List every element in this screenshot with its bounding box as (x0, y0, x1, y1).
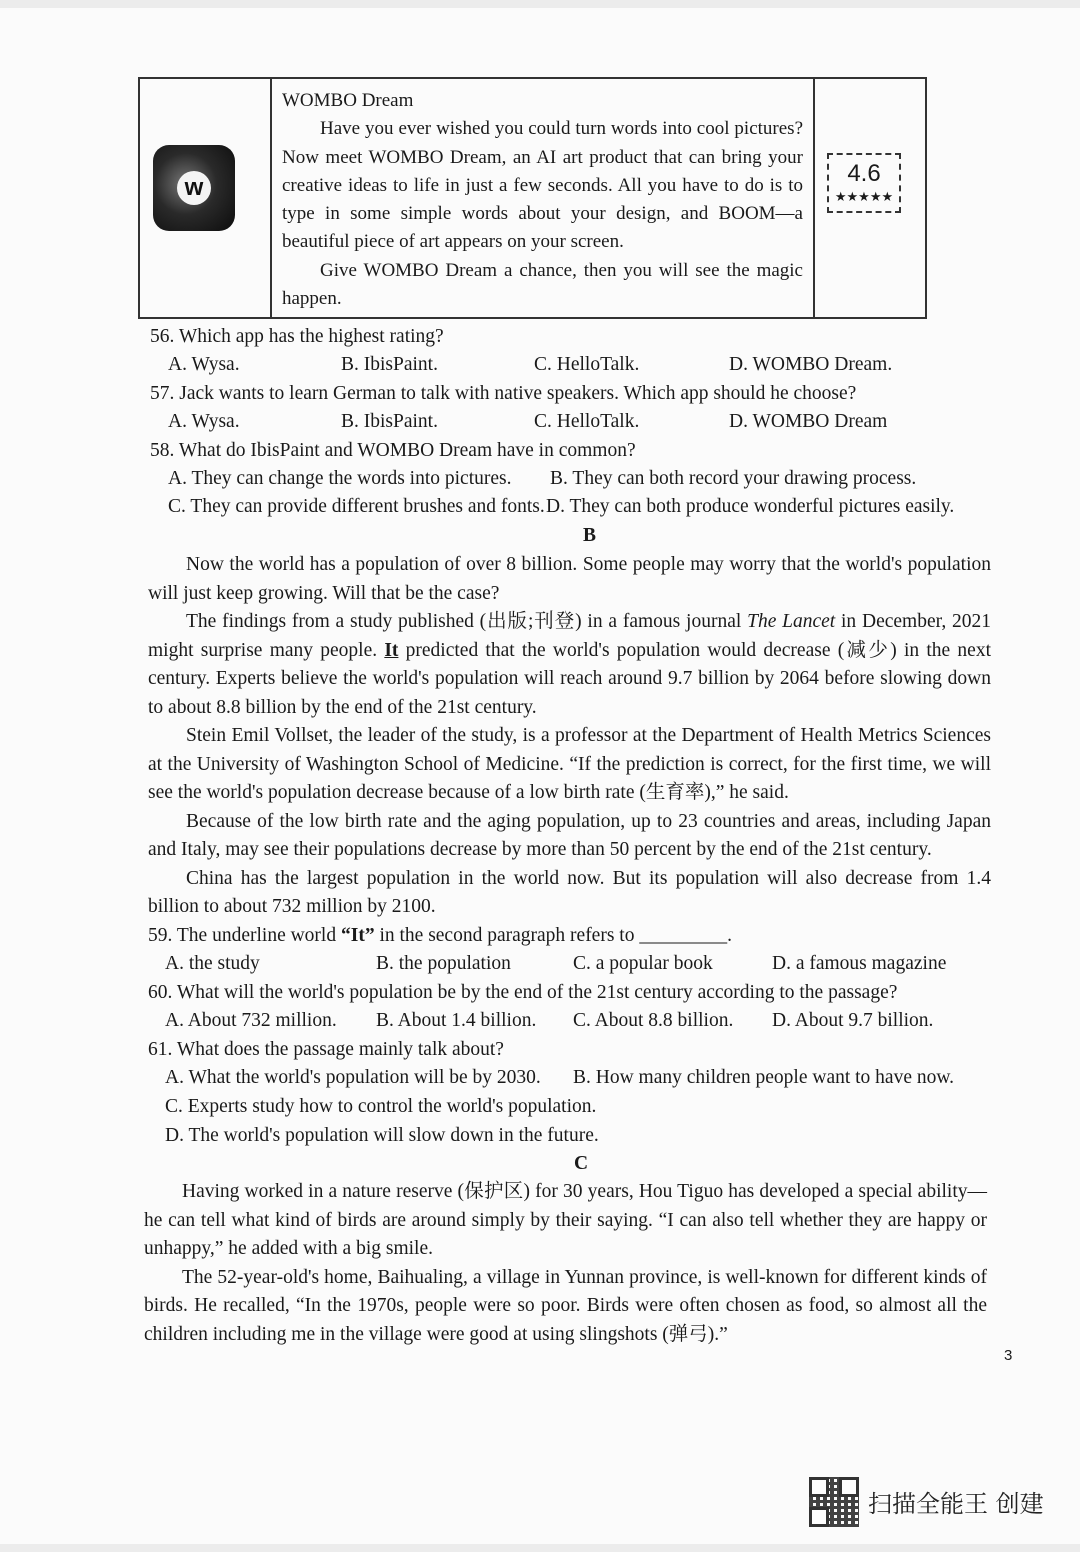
section-c-paragraph-2: The 52-year-old's home, Baihualing, a village in Yunnan province, is well-known for different kinds of birds. He recalled, “In the 1970s, people were so poor. Birds were often chosen as food, so almost all the children including me in the village were good at using slingshots (弹弓).” (144, 1266, 987, 1345)
section-b-paragraph-3: Stein Emil Vollset, the leader of the study, is a professor at the Department of Health Metrics Sciences at the University of Washington School of Medicine. “If the prediction is correct, for the first time, we will see the world's population decrease because of a low birth rate (生育率),” he said. (148, 725, 991, 803)
app-icon-cell (140, 79, 272, 317)
app-card-table (138, 77, 927, 319)
underlined-it: It (384, 639, 399, 661)
question-60-option-a: A. About 732 million. (165, 1010, 337, 1031)
question-57-option-c: C. HelloTalk. (534, 411, 640, 432)
question-57-option-d: D. WOMBO Dream (729, 411, 888, 432)
question-58-option-b: B. They can both record your drawing process. (550, 468, 917, 489)
q59-stem-it: “It” (340, 925, 375, 946)
question-61-option-a: A. What the world's population will be by 2030. (165, 1067, 541, 1088)
section-c-title: C (574, 1153, 589, 1174)
question-61-stem: 61. What does the passage mainly talk about? (148, 1039, 504, 1060)
question-56-option-a: A. Wysa. (168, 354, 240, 375)
section-b-paragraph-2 (148, 608, 991, 722)
question-61-option-d: D. The world's population will slow down in the future. (165, 1125, 599, 1146)
app-description-paragraph-1: Have you ever wished you could turn words into cool pictures? Now meet WOMBO Dream, an AI art product that can bring your creative ideas to life in just a few seconds. All you have to do is to type in some simple words about your design, and BOOM—a beautiful piece of art appears on your screen. (282, 118, 803, 253)
question-59-stem (148, 922, 732, 950)
question-57-option-b: B. IbisPaint. (341, 411, 438, 432)
q59-stem-start: 59. The underline world (148, 925, 341, 946)
section-b-paragraph-4: Because of the low birth rate and the aging population, up to 23 countries and areas, including Japan and Italy, may see their populations decrease by more than 50 percent by the end of the 21st century. (148, 810, 991, 860)
wombo-app-icon (153, 145, 235, 231)
question-56-option-b: B. IbisPaint. (341, 354, 438, 375)
q59-stem-end: in the second paragraph refers to _________. (374, 925, 732, 946)
question-56-stem: 56. Which app has the highest rating? (150, 326, 444, 347)
paragraph-2-text-middle: in December, 2021 might surprise many people. (148, 611, 991, 661)
journal-name: The Lancet (747, 611, 836, 632)
question-56-option-d: D. WOMBO Dream. (729, 354, 893, 375)
question-58-option-d: D. They can both produce wonderful pictures easily. (546, 496, 955, 517)
scanner-watermark: 扫描全能王 创建 (868, 1490, 1044, 1518)
question-58-option-a: A. They can change the words into pictures. (168, 468, 512, 489)
section-b-paragraph-5: China has the largest population in the world now. But its population will also decrease from 1.4 billion to about 732 million by 2100. (148, 867, 991, 917)
question-60-stem: 60. What will the world's population be by the end of the 21st century according to the passage? (148, 982, 898, 1003)
section-c-paragraph-1: Having worked in a nature reserve (保护区) for 30 years, Hou Tiguo has developed a special ability—he can tell what kind of birds are around simply by their saying. “I can also tell whether they are happy or unhappy,” he added with a big smile. (144, 1181, 987, 1259)
question-59-option-d: D. a famous magazine (772, 953, 947, 974)
question-59-option-c: C. a popular book (573, 953, 713, 974)
app-description-cell (272, 79, 815, 317)
app-description-paragraph-2: Give WOMBO Dream a chance, then you will see the magic happen. (282, 259, 803, 310)
question-58-stem: 58. What do IbisPaint and WOMBO Dream have in common? (150, 440, 636, 461)
question-56-option-c: C. HelloTalk. (534, 354, 640, 375)
question-60-option-c: C. About 8.8 billion. (573, 1010, 734, 1031)
question-57-stem: 57. Jack wants to learn German to talk with native speakers. Which app should he choose? (150, 383, 857, 404)
question-58-option-c: C. They can provide different brushes and fonts. (168, 496, 545, 517)
section-b-title: B (583, 525, 597, 546)
question-61-option-c: C. Experts study how to control the world's population. (165, 1096, 597, 1117)
question-60-option-b: B. About 1.4 billion. (376, 1010, 537, 1031)
question-61-option-b: B. How many children people want to have now. (573, 1067, 955, 1088)
rating-score: 4.6 (847, 160, 881, 187)
section-b-paragraph-1: Now the world has a population of over 8 billion. Some people may worry that the world's population will just keep growing. Will that be the case? (148, 554, 991, 604)
question-59-option-a: A. the study (165, 953, 260, 974)
app-rating-cell (815, 79, 925, 317)
section-b-passage (148, 551, 991, 922)
app-icon-letter: w (177, 171, 211, 205)
app-title: WOMBO Dream (282, 90, 414, 111)
question-59-option-b: B. the population (376, 953, 511, 974)
paragraph-2-text-end: predicted that the world's population would decrease (减少) in the next century. Experts believe the world's population will reach around 9.7 billion by 2064 before slowing down to about 8.8 billion by the end of the 21st century. (148, 639, 991, 718)
rating-stars: ★★★★★ (834, 189, 894, 204)
paragraph-2-text-start: The findings from a study published (出版;刊登) in a famous journal (186, 611, 748, 632)
question-60-option-d: D. About 9.7 billion. (772, 1010, 934, 1031)
rating-box (827, 153, 901, 213)
page-number: 3 (1004, 1347, 1013, 1364)
question-57-option-a: A. Wysa. (168, 411, 240, 432)
qr-code-icon (809, 1477, 859, 1527)
section-c-passage (144, 1178, 987, 1349)
